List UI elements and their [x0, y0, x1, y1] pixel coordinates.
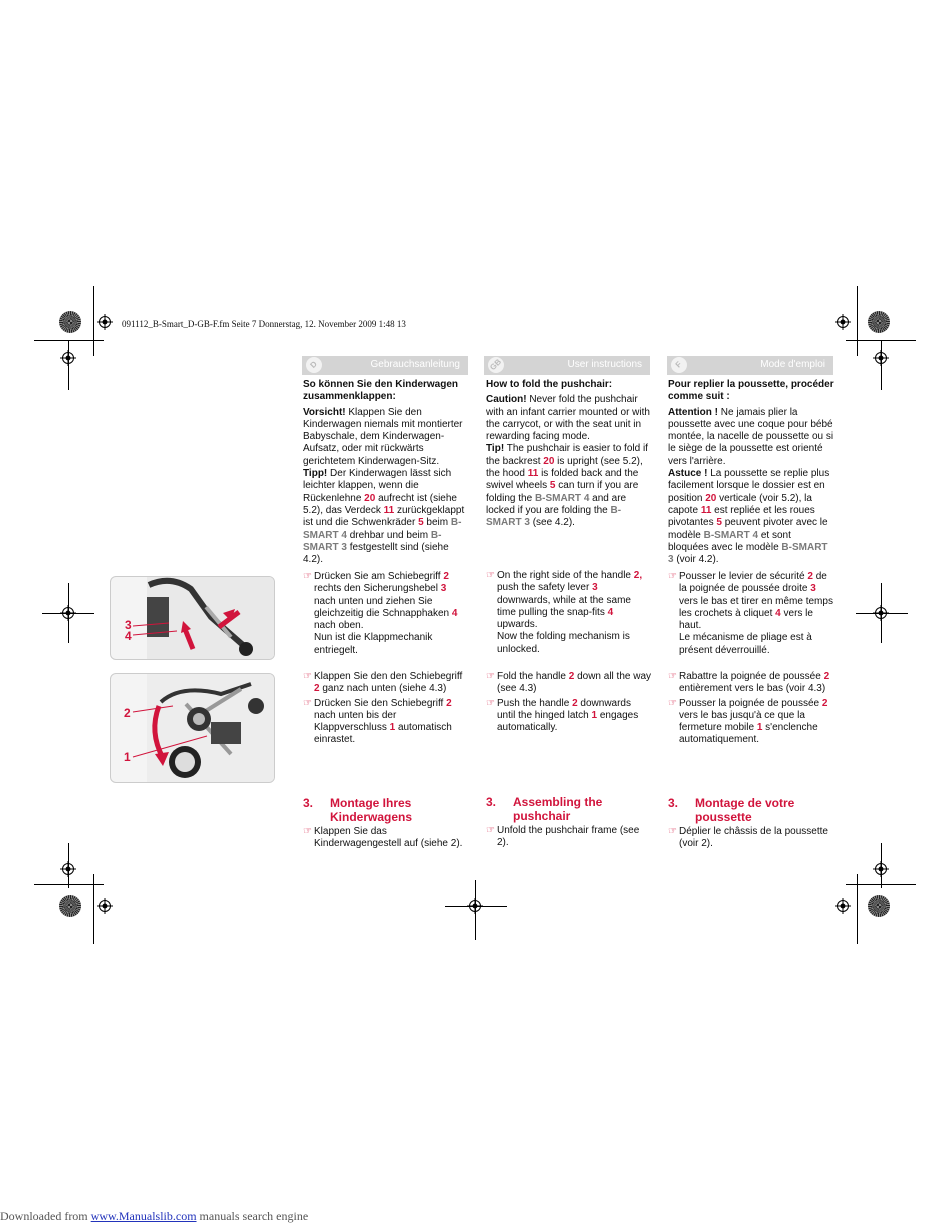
tip-text: (voir 4.2).: [676, 554, 719, 566]
tip-label: Tipp!: [303, 468, 328, 480]
tip-text: (see 4.2).: [532, 517, 575, 529]
part-number: 2: [446, 697, 452, 709]
color-rosette-icon: [59, 311, 81, 333]
step-text: Klappen Sie das Kinderwagengestell auf (siehe 2).: [314, 826, 463, 850]
instruction-step: [486, 698, 652, 735]
lang-badge: GB: [485, 354, 508, 377]
steps-english-2: [486, 671, 652, 734]
step-text: Fold the handle: [497, 671, 566, 682]
manualslib-link[interactable]: www.Manualslib.com: [90, 1209, 197, 1223]
caution-label: Caution!: [486, 394, 527, 406]
step-text: entièrement vers le bas (voir 4.3): [679, 683, 826, 695]
caution-paragraph: [668, 407, 834, 468]
footer-suffix: manuals search engine: [199, 1209, 309, 1223]
tip-text: The pushchair is easier to fold if the backrest: [486, 443, 648, 467]
step-text: vers le bas et tirer en même temps les crochets à cliquet: [679, 595, 833, 619]
instruction-step: [668, 698, 834, 747]
step-text: push the safety lever: [497, 582, 590, 594]
tip-paragraph: [303, 468, 469, 566]
tip-text: drehbar und beim: [349, 529, 429, 541]
step-text: nach unten und ziehen Sie gleichzeitig die Schnapphaken: [314, 595, 450, 619]
step-text: Drücken Sie den Schiebegriff: [314, 697, 444, 709]
instruction-step: [668, 571, 834, 657]
section-3-title-english: [486, 795, 652, 825]
part-number: 4: [451, 607, 458, 619]
step-text: upwards.: [497, 619, 538, 631]
download-footer: [0, 1209, 308, 1224]
tip-paragraph: [668, 468, 834, 566]
tab-german: [302, 356, 468, 375]
instruction-step: [668, 826, 834, 851]
tip-text: is upright (see 5.2), the hood: [486, 455, 643, 480]
model-name: B-SMART 4: [534, 492, 590, 504]
step-arrow-icon: ☞: [668, 671, 677, 682]
figure-fold-lock: [110, 673, 275, 783]
steps-english-1: [486, 570, 652, 656]
step-arrow-icon: ☞: [668, 826, 677, 837]
tip-text: verticale (voir 5.2), la capote: [668, 492, 812, 516]
tip-text: Der Kinderwagen lässt sich leichter klappen, wenn die Rückenlehne: [303, 468, 452, 504]
section-heading: So können Sie den Kinderwagen zusammenklappen:: [303, 379, 459, 403]
tip-text: zurückgeklappt ist und die Schwenkräder: [303, 504, 465, 529]
caution-paragraph: [486, 394, 652, 443]
section-3-text-english: [486, 825, 652, 850]
section-heading: How to fold the pushchair:: [486, 379, 613, 390]
part-number: 1: [756, 722, 763, 734]
tip-label: Tip!: [486, 443, 505, 455]
steps-german-1: [303, 571, 469, 657]
step-text: Pousser le levier de sécurité: [679, 571, 805, 582]
caution-text: Never fold the pushchair with an infant carrier mounted or with the carrycot, or with the seat unit in rewarding facing mode.: [486, 394, 650, 443]
step-text: nach oben.: [314, 620, 364, 632]
step-text: Push the handle: [497, 697, 570, 709]
step-arrow-icon: ☞: [303, 697, 312, 709]
tip-text: aufrecht ist (siehe 5.2), das Verdeck: [303, 492, 457, 516]
column-german: [303, 379, 469, 566]
model-name: B-SMART 4: [703, 529, 759, 541]
step-arrow-icon: ☞: [668, 571, 677, 582]
step-text: ganz nach unten (siehe 4.3): [322, 683, 447, 695]
instruction-step: [486, 671, 652, 696]
part-number: 2: [572, 697, 578, 709]
part-number: 2: [443, 571, 449, 582]
lang-badge: F: [668, 354, 691, 377]
part-number: 2,: [633, 570, 643, 581]
part-number: 2: [821, 697, 828, 709]
step-text: de la poignée de poussée droite: [679, 571, 827, 595]
step-text: vers le bas jusqu'à ce que la fermeture mobile: [679, 709, 805, 734]
pushchair-handle-illustration: [111, 577, 274, 659]
registration-mark-icon: [97, 314, 113, 330]
tip-text: peuvent pivoter avec le modèle: [668, 517, 828, 541]
color-rosette-icon: [868, 311, 890, 333]
step-text: Pousser la poignée de poussée: [679, 697, 820, 709]
part-number: 20: [705, 492, 717, 504]
section-3-text-german: [303, 826, 469, 851]
tip-text: et sont bloquées avec le modèle: [668, 529, 791, 553]
registration-mark-icon: [835, 314, 851, 330]
step-text: automatisch einrastet.: [314, 722, 452, 746]
instruction-step: [668, 671, 834, 696]
part-number: 3: [440, 583, 447, 595]
section-3-text-french: [668, 826, 834, 851]
print-filename: 091112_B-Smart_D-GB-F.fm Seite 7 Donnerstag, 12. November 2009 1:48 13: [122, 319, 406, 329]
instruction-step: [486, 825, 652, 850]
tip-text: festgestellt sind (siehe 4.2).: [303, 541, 449, 566]
step-text: Drücken Sie am Schiebegriff: [314, 571, 441, 582]
registration-mark-icon: [97, 898, 113, 914]
callout-4: 4: [125, 629, 132, 643]
part-number: 5: [716, 517, 722, 529]
folded-pushchair-illustration: [111, 674, 274, 782]
section-number: 3.: [303, 796, 314, 810]
step-arrow-icon: ☞: [486, 825, 495, 836]
step-arrow-icon: ☞: [486, 671, 495, 682]
tip-paragraph: [486, 443, 652, 529]
section-3-title-german: [303, 796, 469, 826]
step-arrow-icon: ☞: [486, 570, 495, 581]
section-title: Assembling the pushchair: [513, 795, 603, 823]
tip-text: is folded back and the swivel wheels: [486, 468, 639, 492]
step-text: rechts den Sicherungshebel: [314, 583, 438, 595]
step-text: down all the way (see 4.3): [497, 671, 652, 695]
tab-title: User instructions: [567, 359, 642, 370]
tab-french: [667, 356, 833, 375]
section-title: Montage de votre poussette: [695, 796, 795, 824]
part-number: 2: [568, 671, 575, 682]
part-number: 11: [700, 504, 712, 516]
tip-label: Astuce !: [668, 468, 708, 480]
model-name: B-SMART 3: [486, 504, 622, 529]
step-arrow-icon: ☞: [303, 826, 312, 837]
tip-text: and are locked if you are folding the: [486, 492, 627, 516]
steps-french-1: [668, 571, 834, 657]
caution-label: Attention !: [668, 406, 718, 418]
section-number: 3.: [486, 795, 497, 809]
steps-french-2: [668, 671, 834, 747]
tip-text: can turn if you are folding the: [486, 480, 639, 504]
color-rosette-icon: [59, 895, 81, 917]
part-number: 20: [543, 455, 555, 467]
step-text: Nun ist die Klappmechanik entriegelt.: [314, 632, 433, 656]
model-name: B-SMART 4: [303, 517, 462, 541]
tab-title: Mode d'emploi: [760, 359, 825, 370]
part-number: 1: [591, 709, 598, 721]
part-number: 3: [810, 583, 816, 595]
caution-text: Ne jamais plier la poussette avec une coque pour bébé montée, la nacelle de poussette ou si le siège de la poussette est orienté vers l'arrière.: [668, 406, 834, 467]
instruction-step: [303, 698, 469, 747]
step-text: Now the folding mechanism is unlocked.: [497, 631, 630, 655]
lang-badge: D: [303, 354, 326, 377]
instruction-step: [303, 826, 469, 851]
column-english: [486, 379, 652, 530]
part-number: 1: [389, 722, 396, 734]
model-name: B-SMART 3: [303, 529, 442, 553]
figure-fold-unlock: [110, 576, 275, 660]
part-number: 5: [418, 517, 424, 529]
tip-text: La poussette se replie plus facilement lorsque le dossier est en position: [668, 468, 830, 504]
caution-text: Klappen Sie den Kinderwagen niemals mit montierter Babyschale, dem Kinderwagen-Aufsatz, oder mit rückwärts gerichtetem Kinderwagen-Sitz.: [303, 406, 463, 467]
step-text: Unfold the pushchair frame (see 2).: [497, 825, 640, 849]
part-number: 11: [383, 504, 395, 516]
instruction-step: [303, 671, 469, 696]
part-number: 4: [775, 607, 781, 619]
instruction-step: [303, 571, 469, 657]
part-number: 2: [823, 671, 830, 682]
step-text: Déplier le châssis de la poussette (voir 2).: [679, 826, 828, 850]
model-name: B-SMART 3: [668, 541, 828, 566]
step-text: engages automatically.: [497, 709, 639, 734]
section-3-title-french: [668, 796, 834, 826]
column-french: [668, 379, 834, 566]
step-text: downwards until the hinged latch: [497, 697, 631, 721]
step-arrow-icon: ☞: [668, 697, 677, 709]
part-number: 5: [549, 480, 556, 492]
step-arrow-icon: ☞: [486, 697, 495, 709]
callout-2: 2: [124, 706, 131, 720]
part-number: 3: [592, 582, 598, 594]
section-title: Montage Ihres Kinderwagens: [330, 796, 413, 824]
registration-mark-icon: [835, 898, 851, 914]
step-text: Klappen Sie den den Schiebegriff: [314, 671, 463, 682]
instruction-step: [486, 570, 652, 656]
tip-text: est repliée et les roues pivotantes: [668, 504, 815, 529]
callout-1: 1: [124, 750, 131, 764]
part-number: 11: [527, 468, 539, 480]
part-number: 4: [607, 606, 614, 618]
step-text: On the right side of the handle: [497, 570, 631, 581]
tab-english: [484, 356, 650, 375]
step-arrow-icon: ☞: [303, 571, 312, 582]
caution-label: Vorsicht!: [303, 406, 346, 418]
step-text: Rabattre la poignée de poussée: [679, 671, 821, 682]
step-text: s'enclenche automatiquement.: [679, 722, 818, 746]
part-number: 2: [807, 571, 813, 582]
tip-text: beim: [426, 517, 449, 529]
caution-paragraph: [303, 407, 469, 468]
step-text: Le mécanisme de pliage est à présent déverrouillé.: [679, 632, 812, 656]
step-text: downwards, while at the same time pulling the snap-fits: [497, 594, 631, 618]
step-arrow-icon: ☞: [303, 671, 312, 682]
callout-3: 3: [125, 618, 132, 632]
part-number: 20: [364, 492, 376, 504]
part-number: 2: [314, 683, 320, 695]
color-rosette-icon: [868, 895, 890, 917]
footer-prefix: Downloaded from: [0, 1209, 88, 1223]
steps-german-2: [303, 671, 469, 747]
tab-title: Gebrauchsanleitung: [370, 359, 460, 370]
section-heading: Pour replier la poussette, procéder comme suit :: [668, 379, 834, 403]
step-text: nach unten bis der Klappverschluss: [314, 709, 397, 734]
section-number: 3.: [668, 796, 679, 810]
step-text: vers le haut.: [679, 607, 813, 632]
